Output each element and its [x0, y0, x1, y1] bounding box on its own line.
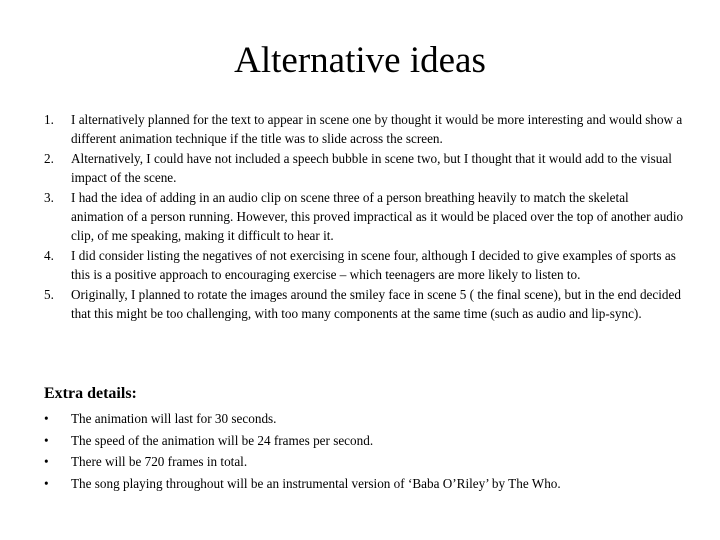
list-item-number: 3.: [44, 189, 54, 205]
list-item-text: The animation will last for 30 seconds.: [71, 411, 277, 426]
list-item: [44, 246, 684, 285]
list-item-text: I had the idea of adding in an audio clip on scene three of a person breathing heavily to match the skeletal animation of a person running. However, this proved impractical as it would be placed over the top of another audio clip, of me speaking, making it difficult to hear it.: [71, 189, 684, 244]
bullet-icon: •: [44, 411, 49, 426]
bullet-icon: •: [44, 475, 49, 491]
list-item-number: 2.: [44, 150, 54, 166]
list-item-text: Originally, I planned to rotate the images around the smiley face in scene 5 ( the final scene), but in the end decided that this might be too challenging, with too many components at the same time (such as audio and lip-sync).: [71, 286, 681, 322]
extra-details-heading: Extra details:: [44, 385, 137, 402]
list-item-text: Alternatively, I could have not included a speech bubble in scene two, but I thought that it would add to the visual impact of the scene.: [71, 150, 672, 186]
list-item-text: The song playing throughout will be an instrumental version of ‘Baba O’Riley’ by The Who.: [71, 475, 561, 491]
extra-details-list: [44, 408, 684, 494]
list-item: [44, 149, 684, 188]
list-item-number: 1.: [44, 112, 54, 127]
list-item-text: The speed of the animation will be 24 frames per second.: [71, 432, 374, 448]
list-item-number: 4.: [44, 247, 54, 263]
list-item-text: I did consider listing the negatives of not exercising in scene four, although I decided to give examples of sports as this is a positive approach to encouraging exercise – which teenagers are more likely to listen to.: [71, 247, 676, 283]
list-item-number: 5.: [44, 286, 54, 302]
list-item-text: There will be 720 frames in total.: [71, 454, 248, 469]
alternative-ideas-list: [44, 110, 684, 323]
list-item: [44, 473, 684, 495]
list-item: [44, 451, 684, 473]
list-item: [44, 110, 684, 149]
slide-title: Alternative ideas: [234, 40, 486, 81]
list-item: [44, 188, 684, 246]
list-item-text: I alternatively planned for the text to appear in scene one by thought it would be more interesting and would show a different animation technique if the title was to slide across the screen.: [71, 112, 683, 147]
bullet-icon: •: [44, 454, 49, 469]
list-item: [44, 408, 684, 430]
list-item: [44, 285, 684, 324]
list-item: [44, 430, 684, 452]
bullet-icon: •: [44, 432, 49, 448]
